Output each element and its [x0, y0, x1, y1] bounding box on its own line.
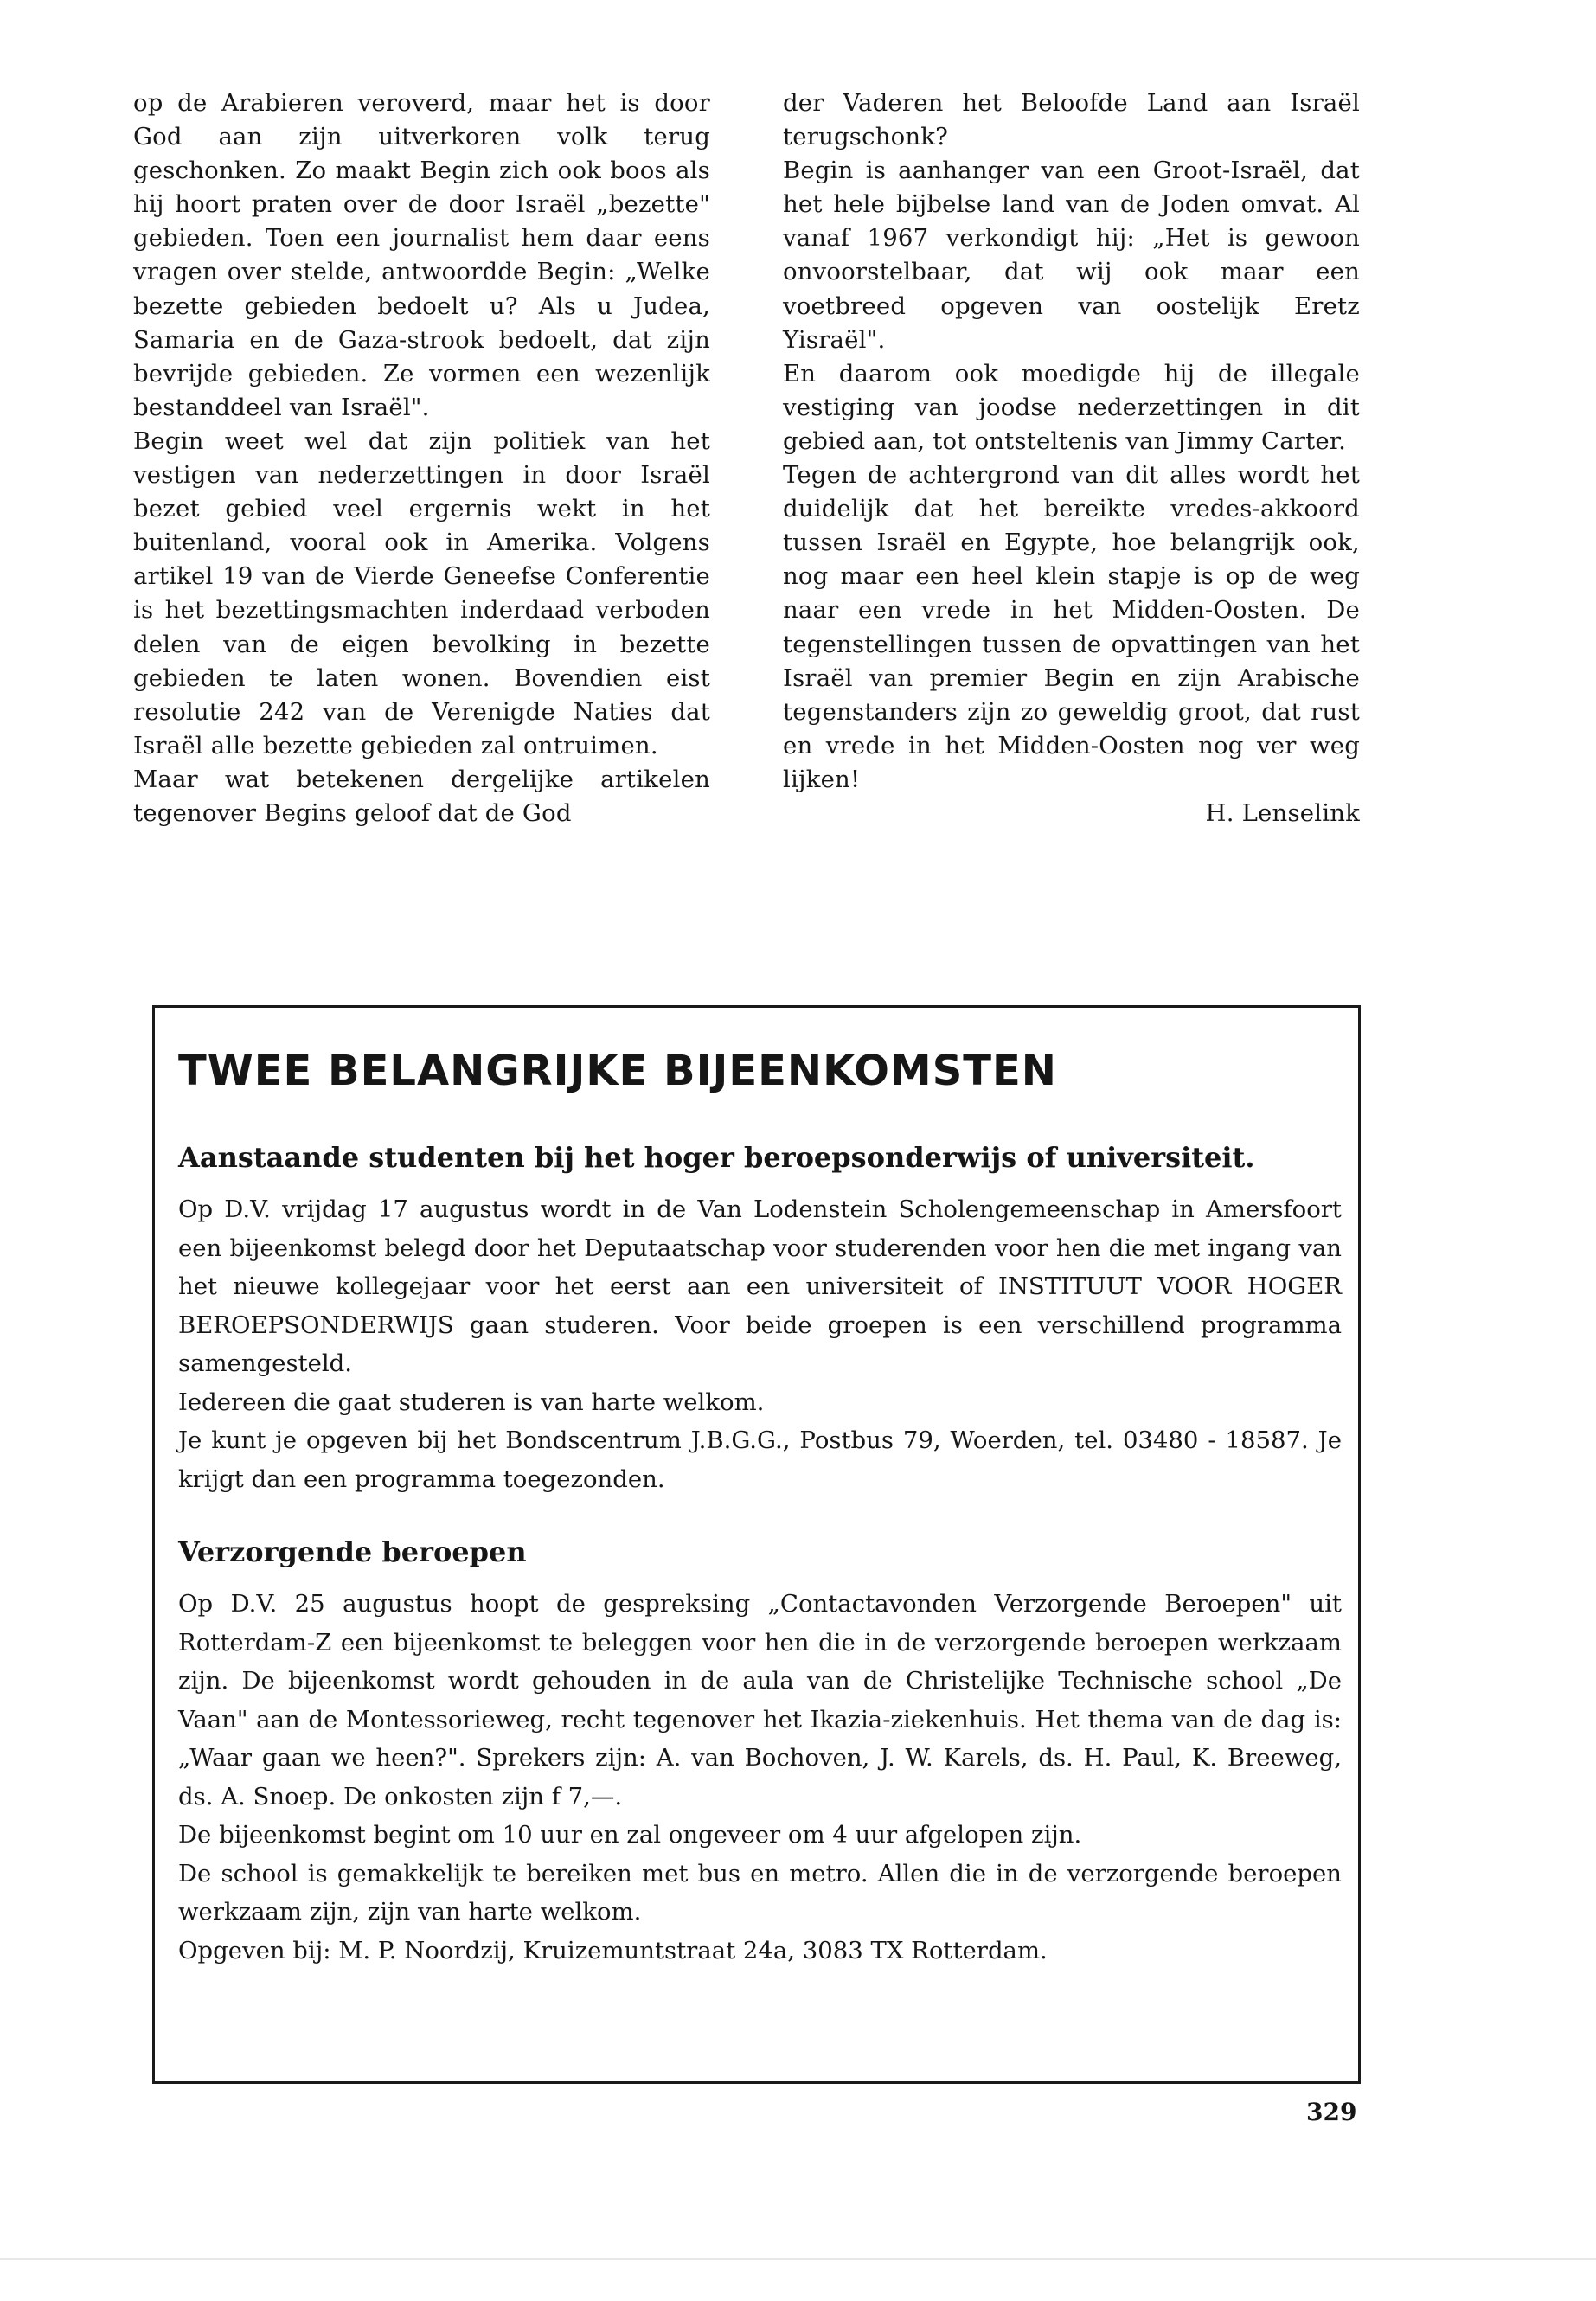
section-title-care-professions: Verzorgende beroepen	[178, 1535, 527, 1568]
section-paragraph: Op D.V. 25 augustus hoopt de gespreksing „Contactavonden Verzorgende Beroepen" uit Rotterdam-Z een bijeenkomst te beleggen voor hen die in de verzorgende beroepen werkzaam zijn. De bijeenkomst wordt gehouden in de aula van de Christelijke Technische school „De Vaan" aan de Montessorieweg, recht tegenover het Ikazia-ziekenhuis. Het thema van de dag is: „Waar gaan we heen?". Sprekers zijn: A. van Bochoven, J. W. Karels, ds. H. Paul, K. Breeweg, ds. A. Snoep. De onkosten zijn f 7,—.	[178, 1590, 1342, 1811]
article-paragraph: op de Arabieren veroverd, maar het is door God aan zijn uitverkoren volk terug geschonken. Zo maakt Begin zich ook boos als hij hoort praten over de door Israël „bezette" gebieden. Toen een journalist hem daar eens vragen over stelde, antwoordde Begin: „Welke bezette gebieden bedoelt u? Als u Judea, Samaria en de Gaza-strook bedoelt, dat zijn bevrijde gebieden. Ze vormen een wezenlijk bestanddeel van Israël".	[133, 89, 710, 421]
article-paragraph: Maar wat betekenen dergelijke artikelen tegenover Begins geloof dat de God	[133, 765, 710, 827]
section-body-students	[178, 1190, 1342, 1498]
section-paragraph: Je kunt je opgeven bij het Bondscentrum J.B.G.G., Postbus 79, Woerden, tel. 03480 - 18587. Je krijgt dan een programma toegezonden.	[178, 1426, 1342, 1493]
section-paragraph: De bijeenkomst begint om 10 uur en zal ongeveer om 4 uur afgelopen zijn.	[178, 1821, 1082, 1849]
page-number: 329	[1306, 2098, 1357, 2126]
author-signature: H. Lenselink	[1205, 798, 1360, 827]
section-body-care-professions	[178, 1585, 1342, 1970]
article-paragraph: En daarom ook moedigde hij de illegale vestiging van joodse nederzettingen in dit gebied aan, tot ontsteltenis van Jimmy Carter.	[783, 359, 1360, 455]
section-paragraph: Op D.V. vrijdag 17 augustus wordt in de Van Lodenstein Scholengemeenschap in Amersfoort een bijeenkomst belegd door het Deputaatschap voor studerenden voor hen die met ingang van het nieuwe kollegejaar voor het eerst aan een universiteit of INSTITUUT VOOR HOGER BEROEPSONDERWIJS gaan studeren. Voor beide groepen is een verschillend programma samengesteld.	[178, 1195, 1342, 1377]
announcement-headline: TWEE BELANGRIJKE BIJEENKOMSTEN	[178, 1047, 1057, 1095]
section-title-students: Aanstaande studenten bij het hoger beroepsonderwijs of universiteit.	[178, 1141, 1255, 1174]
article-paragraph: Begin is aanhanger van een Groot-Israël, dat het hele bijbelse land van de Joden omvat. Al vanaf 1967 verkondigt hij: „Het is gewoon onvoorstelbaar, dat wij ook maar een voetbreed opgeven van oostelijk Eretz Yisraël".	[783, 157, 1360, 354]
article-paragraph: Begin weet wel dat zijn politiek van het vestigen van nederzettingen in door Israël bezet gebied veel ergernis wekt in het buitenland, vooral ook in Amerika. Volgens artikel 19 van de Vierde Geneefse Conferentie is het bezettingsmachten inderdaad verboden delen van de eigen bevolking in bezette gebieden te laten wonen. Bovendien eist resolutie 242 van de Verenigde Naties dat Israël alle bezette gebieden zal ontruimen.	[133, 426, 710, 760]
article-paragraph: der Vaderen het Beloofde Land aan Israël terugschonk?	[783, 89, 1360, 151]
article-paragraph: Tegen de achtergrond van dit alles wordt het duidelijk dat het bereikte vredes-akkoord tussen Israël en Egypte, hoe belangrijk ook, nog maar een heel klein stapje is op de weg naar een vrede in het Midden-Oosten. De tegenstellingen tussen de opvattingen van het Israël van premier Begin en zijn Arabische tegenstanders zijn zo geweldig groot, dat rust en vrede in het Midden-Oosten nog ver weg lijken!	[783, 461, 1360, 793]
left-column	[133, 87, 710, 830]
section-paragraph: De school is gemakkelijk te bereiken met bus en metro. Allen die in de verzorgende beroepen werkzaam zijn, zijn van harte welkom.	[178, 1859, 1342, 1926]
announcement-box	[152, 1005, 1361, 2084]
announcement-content	[178, 1045, 1342, 1970]
section-paragraph: Opgeven bij: M. P. Noordzij, Kruizemuntstraat 24a, 3083 TX Rotterdam.	[178, 1936, 1048, 1965]
scan-edge-divider	[0, 2258, 1596, 2260]
right-column	[783, 87, 1360, 830]
section-paragraph: Iedereen die gaat studeren is van harte welkom.	[178, 1388, 765, 1416]
